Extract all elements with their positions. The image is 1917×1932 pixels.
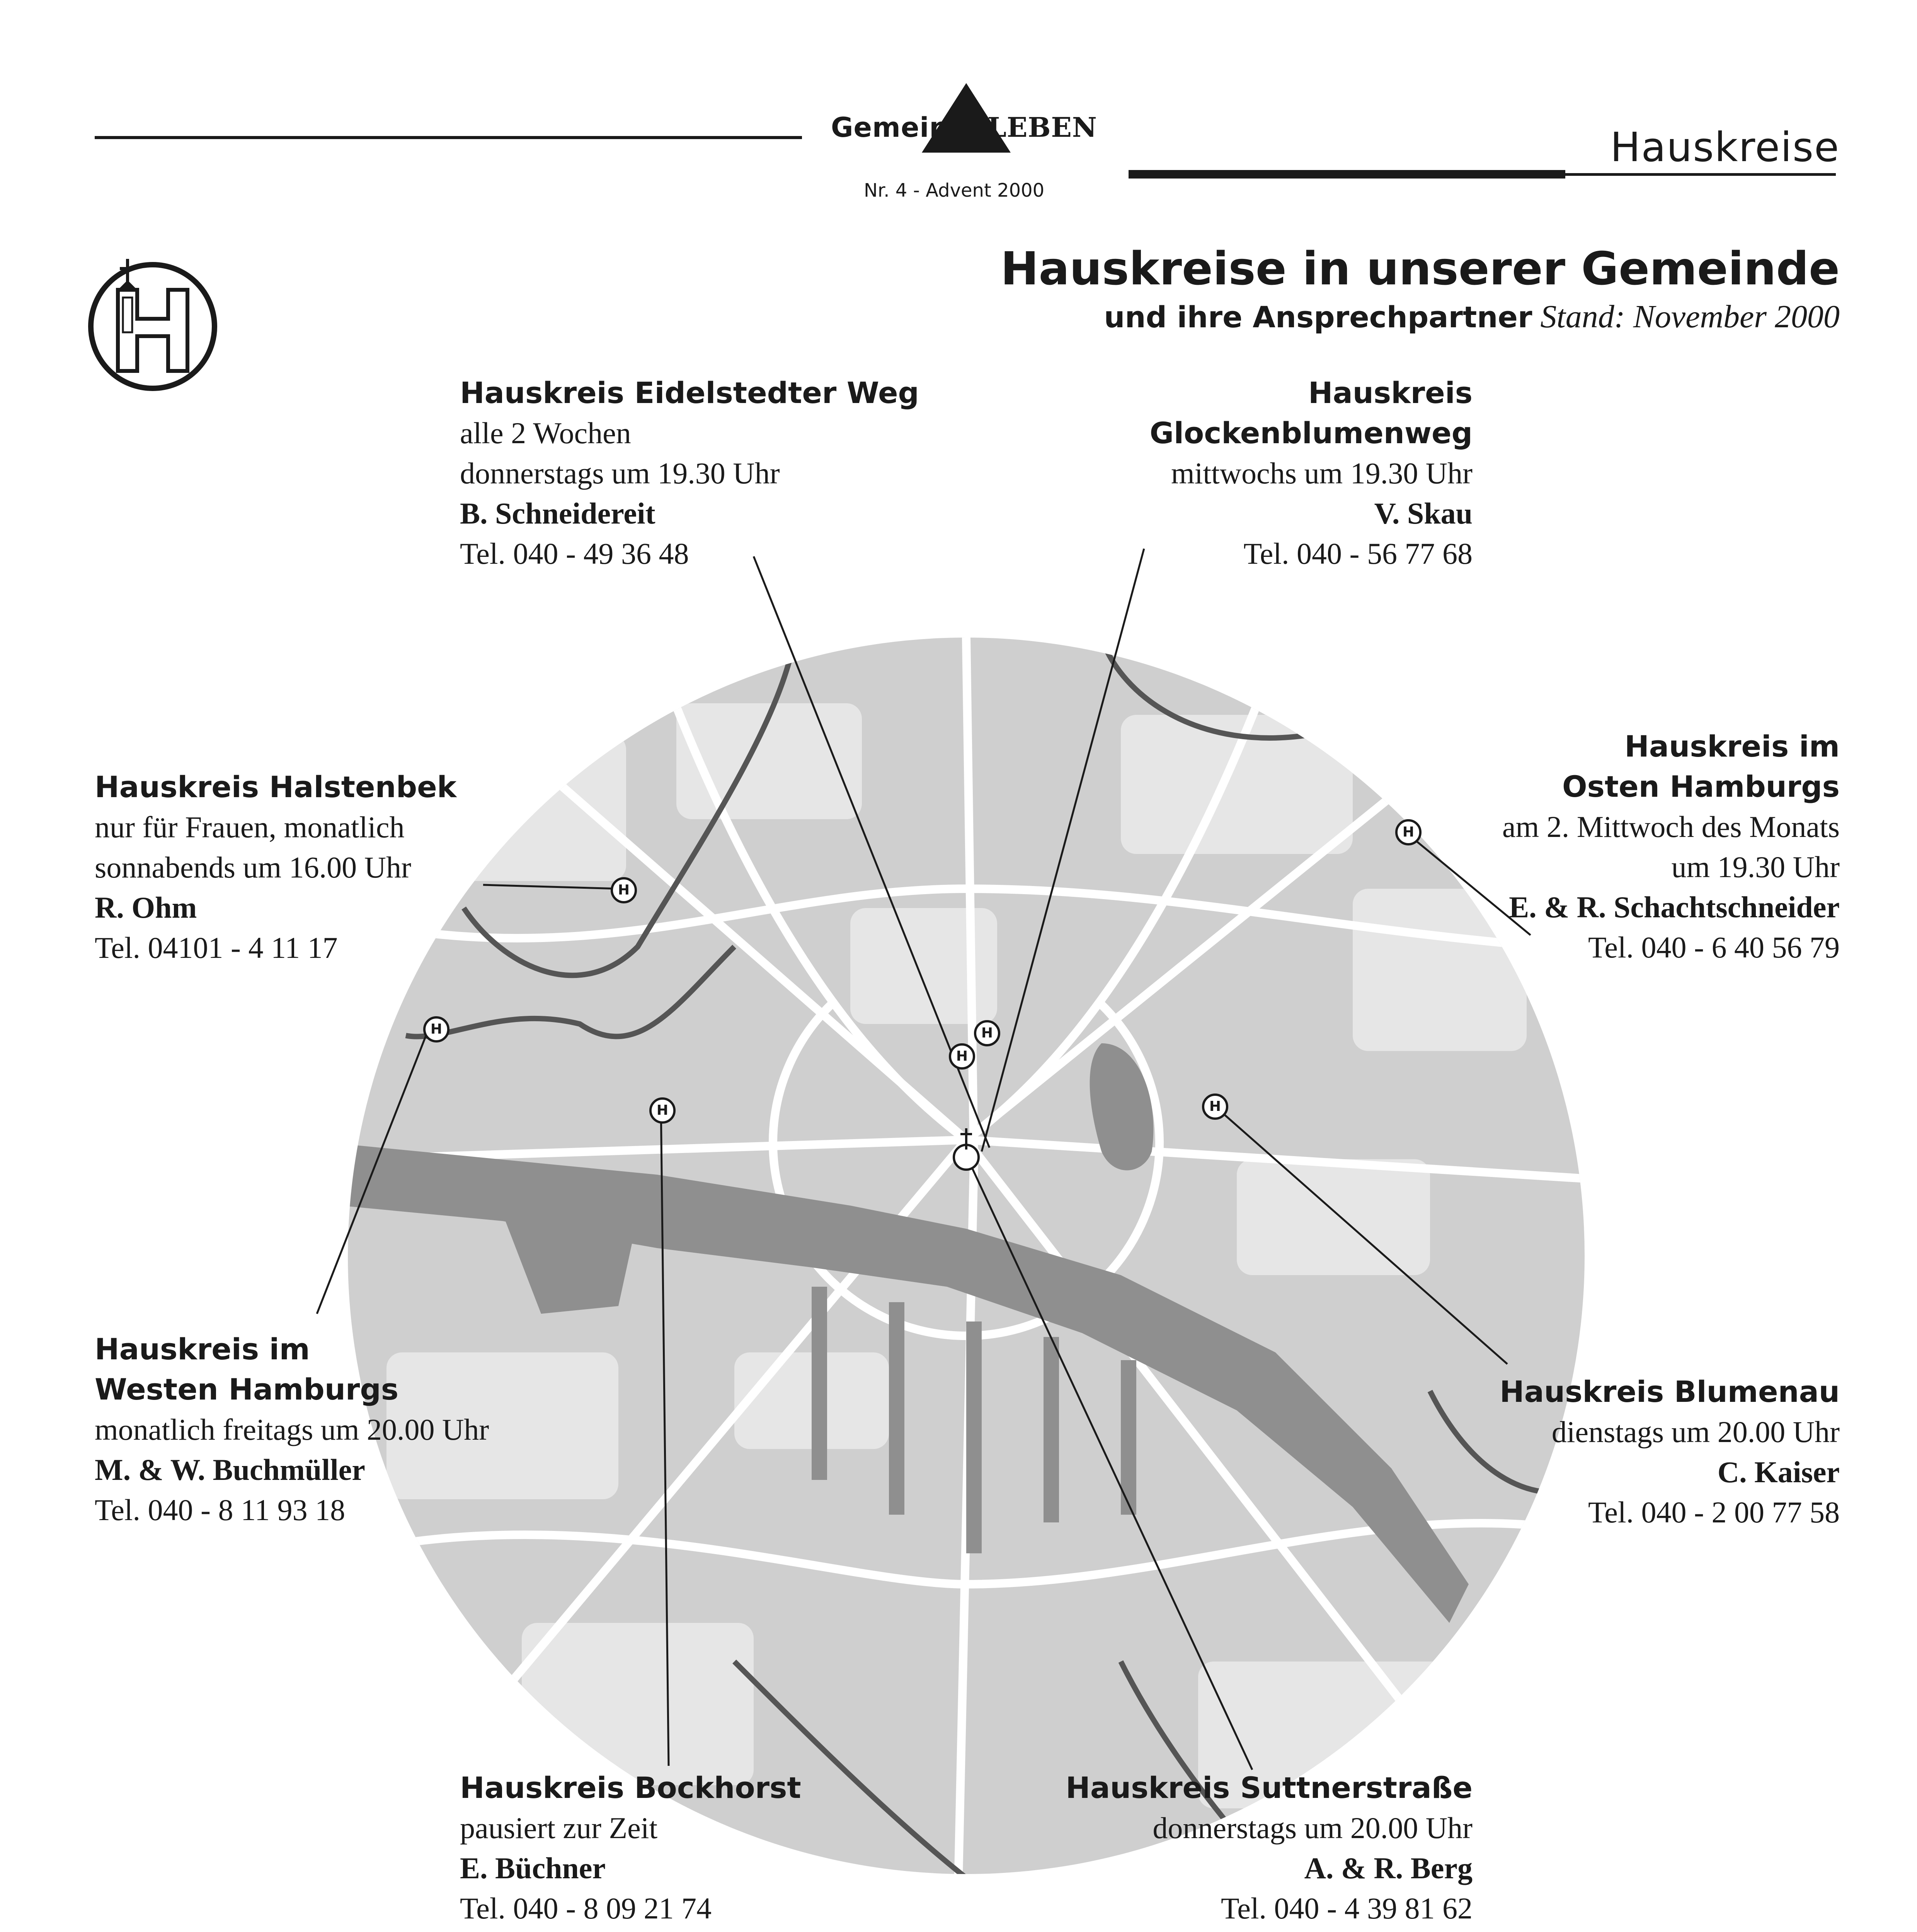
hauskreis-phone: Tel. 040 - 49 36 48 bbox=[460, 537, 689, 570]
hauskreis-info: monatlich freitags um 20.00 Uhr bbox=[95, 1413, 489, 1446]
hauskreis-title: Hauskreis Eidelstedter Weg bbox=[460, 376, 919, 410]
hauskreis-info: mittwochs um 19.30 Uhr bbox=[1171, 456, 1473, 490]
hauskreis-glockenblumenweg bbox=[1005, 373, 1473, 574]
hauskreis-phone: Tel. 040 - 2 00 77 58 bbox=[1588, 1495, 1840, 1529]
hauskreis-contact: R. Ohm bbox=[95, 891, 197, 924]
marker-h-icon: H bbox=[611, 877, 637, 903]
hauskreis-title: Westen Hamburgs bbox=[95, 1372, 399, 1406]
hauskreis-phone: Tel. 040 - 4 39 81 62 bbox=[1221, 1891, 1473, 1925]
subtitle-bold: und ihre Ansprechpartner bbox=[1104, 300, 1532, 334]
hauskreis-contact: E. Büchner bbox=[460, 1851, 606, 1885]
hauskreis-phone: Tel. 04101 - 4 11 17 bbox=[95, 931, 338, 964]
marker-h-icon: H bbox=[423, 1016, 449, 1043]
hauskreis-title: Glockenblumenweg bbox=[1149, 416, 1473, 450]
hauskreis-title: Osten Hamburgs bbox=[1562, 769, 1840, 804]
hauskreis-bockhorst bbox=[460, 1768, 924, 1929]
hauskreis-info: sonnabends um 16.00 Uhr bbox=[95, 850, 411, 884]
marker-h-icon: H bbox=[1202, 1094, 1228, 1120]
hauskreis-title: Hauskreis Blumenau bbox=[1500, 1374, 1840, 1409]
hauskreis-title: Hauskreis Halstenbek bbox=[95, 770, 457, 804]
hauskreis-phone: Tel. 040 - 6 40 56 79 bbox=[1588, 930, 1840, 964]
page-title: Hauskreise in unserer Gemeinde bbox=[1000, 242, 1840, 295]
hauskreis-title: Hauskreis bbox=[1308, 376, 1473, 410]
hauskreis-title: Hauskreis im bbox=[1624, 729, 1840, 764]
hauskreis-info: um 19.30 Uhr bbox=[1671, 850, 1840, 884]
hauskreis-contact: A. & R. Berg bbox=[1304, 1851, 1473, 1885]
hauskreis-contact: C. Kaiser bbox=[1717, 1455, 1840, 1489]
hauskreis-info: alle 2 Wochen bbox=[460, 416, 631, 450]
hauskreis-phone: Tel. 040 - 8 09 21 74 bbox=[460, 1891, 712, 1925]
hauskreis-contact: B. Schneidereit bbox=[460, 497, 655, 530]
hauskreis-info: pausiert zur Zeit bbox=[460, 1811, 658, 1845]
hauskreis-westen-hamburgs bbox=[95, 1329, 636, 1530]
hauskreis-contact: V. Skau bbox=[1374, 497, 1473, 530]
hauskreis-eidelstedter-weg bbox=[460, 373, 962, 574]
hauskreis-contact: E. & R. Schachtschneider bbox=[1509, 890, 1840, 924]
hauskreis-osten-hamburgs bbox=[1376, 726, 1840, 968]
hauskreis-suttnerstrasse bbox=[1005, 1768, 1473, 1929]
hauskreis-contact: M. & W. Buchmüller bbox=[95, 1453, 365, 1486]
marker-h-icon: H bbox=[649, 1097, 676, 1124]
hauskreis-blumenau bbox=[1415, 1372, 1840, 1532]
hauskreis-info: donnerstags um 19.30 Uhr bbox=[460, 456, 780, 490]
issue-label: Nr. 4 - Advent 2000 bbox=[864, 180, 1045, 201]
hauskreis-title: Hauskreis Bockhorst bbox=[460, 1770, 801, 1805]
hauskreis-info: nur für Frauen, monatlich bbox=[95, 810, 405, 844]
hauskreis-info: dienstags um 20.00 Uhr bbox=[1551, 1415, 1840, 1449]
hauskreis-phone: Tel. 040 - 8 11 93 18 bbox=[95, 1493, 346, 1527]
hauskreis-halstenbek bbox=[95, 767, 597, 968]
brand-left: Gemeinde bbox=[831, 112, 987, 143]
marker-h-icon: H bbox=[949, 1043, 975, 1070]
hauskreis-phone: Tel. 040 - 56 77 68 bbox=[1243, 537, 1473, 570]
marker-h-icon: H bbox=[1395, 819, 1422, 845]
subtitle-italic: Stand: November 2000 bbox=[1540, 299, 1840, 335]
section-title: Hauskreise bbox=[1610, 124, 1840, 171]
hauskreis-title: Hauskreis im bbox=[95, 1332, 310, 1366]
hauskreis-info: donnerstags um 20.00 Uhr bbox=[1153, 1811, 1473, 1845]
hauskreis-info: am 2. Mittwoch des Monats bbox=[1502, 810, 1840, 844]
hauskreis-title: Hauskreis Suttnerstraße bbox=[1066, 1770, 1473, 1805]
marker-h-icon: H bbox=[974, 1020, 1000, 1046]
brand-right: LEBEN bbox=[987, 111, 1097, 143]
